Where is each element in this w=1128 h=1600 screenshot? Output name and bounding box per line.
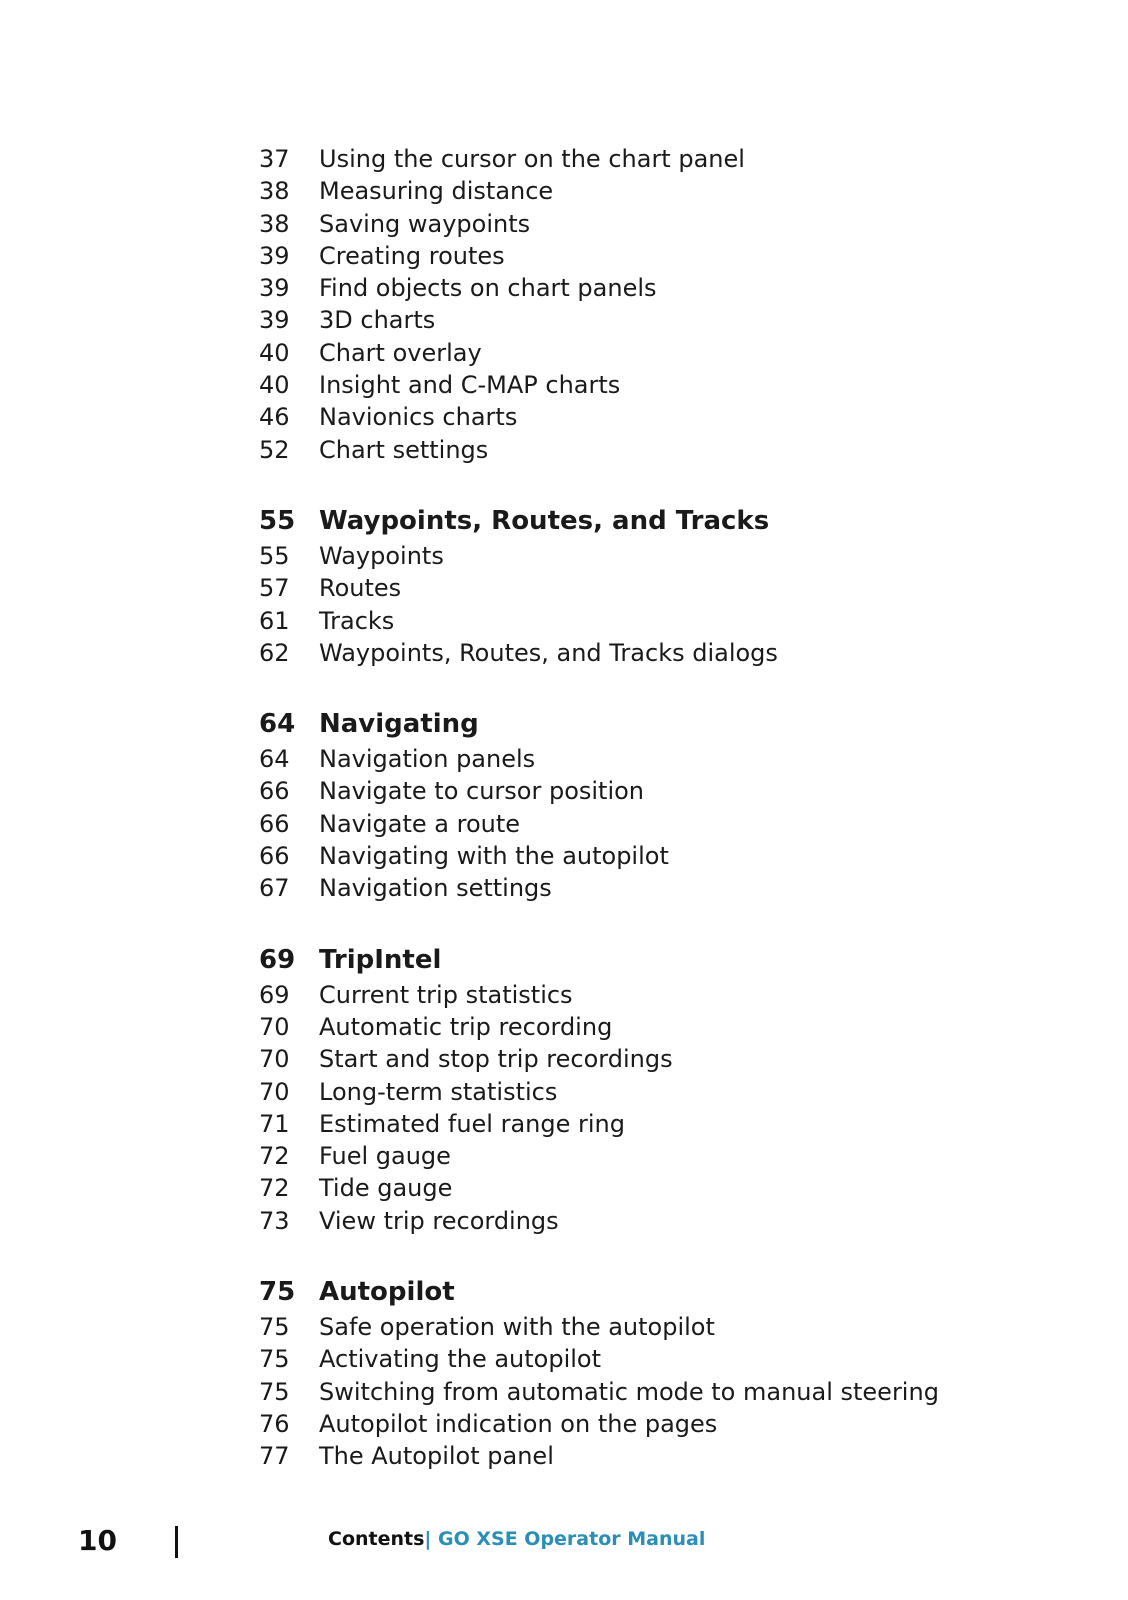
- section-page-number: 55: [259, 505, 296, 536]
- entry-title: Fuel gauge: [319, 1142, 451, 1171]
- toc-entry[interactable]: [259, 401, 1079, 433]
- entry-title: Navigate a route: [319, 809, 521, 838]
- entry-title: Navigation settings: [319, 874, 552, 903]
- entry-page-number: 70: [259, 1012, 290, 1041]
- entry-page-number: 67: [259, 874, 290, 903]
- toc-entry[interactable]: [259, 175, 1079, 207]
- entry-page-number: 39: [259, 274, 290, 303]
- entry-page-number: 75: [259, 1345, 290, 1374]
- page-number: 10: [78, 1524, 117, 1557]
- toc-entry[interactable]: [259, 272, 1079, 304]
- entry-title: Tracks: [319, 606, 395, 635]
- toc-entry[interactable]: [259, 808, 1079, 840]
- section-page-number: 64: [259, 709, 296, 740]
- toc-section: [259, 941, 1079, 1237]
- toc-entry[interactable]: [259, 1311, 1079, 1343]
- entry-title: Waypoints: [319, 541, 444, 570]
- toc-entry[interactable]: [259, 304, 1079, 336]
- toc-entry[interactable]: [259, 1408, 1079, 1440]
- toc-section-heading[interactable]: [259, 705, 1079, 743]
- toc-entry[interactable]: [259, 434, 1079, 466]
- toc-entry[interactable]: [259, 369, 1079, 401]
- entry-title: Measuring distance: [319, 177, 554, 206]
- entry-page-number: 39: [259, 306, 290, 335]
- entry-title: Activating the autopilot: [319, 1345, 602, 1374]
- toc-section: [259, 705, 1079, 904]
- entry-page-number: 72: [259, 1174, 290, 1203]
- entry-title: Estimated fuel range ring: [319, 1109, 625, 1138]
- toc-entry[interactable]: [259, 1043, 1079, 1075]
- entry-page-number: 73: [259, 1206, 290, 1235]
- entry-page-number: 69: [259, 980, 290, 1009]
- entry-page-number: 61: [259, 606, 290, 635]
- entry-title: Tide gauge: [319, 1174, 453, 1203]
- entry-page-number: 55: [259, 541, 290, 570]
- toc-entry[interactable]: [259, 1011, 1079, 1043]
- toc-entry[interactable]: [259, 979, 1079, 1011]
- toc-entry[interactable]: [259, 1343, 1079, 1375]
- toc-entry[interactable]: [259, 775, 1079, 807]
- entry-title: Waypoints, Routes, and Tracks dialogs: [319, 638, 778, 667]
- entry-title: Long-term statistics: [319, 1077, 558, 1106]
- toc-section: [259, 502, 1079, 669]
- entry-page-number: 46: [259, 403, 290, 432]
- entry-title: Insight and C-MAP charts: [319, 371, 621, 400]
- toc-entry[interactable]: [259, 208, 1079, 240]
- footer-separator: |: [424, 1528, 432, 1550]
- entry-page-number: 77: [259, 1442, 290, 1471]
- entry-title: Navigate to cursor position: [319, 777, 645, 806]
- entry-page-number: 64: [259, 745, 290, 774]
- entry-title: Navionics charts: [319, 403, 518, 432]
- toc-entry[interactable]: [259, 872, 1079, 904]
- section-title: Autopilot: [319, 1277, 455, 1308]
- entry-page-number: 71: [259, 1109, 290, 1138]
- toc-entry[interactable]: [259, 572, 1079, 604]
- entry-title: Safe operation with the autopilot: [319, 1313, 715, 1342]
- toc-entry[interactable]: [259, 540, 1079, 572]
- toc-leading-group: [259, 143, 1079, 466]
- section-title: Navigating: [319, 709, 479, 740]
- entry-page-number: 66: [259, 777, 290, 806]
- entry-title: Current trip statistics: [319, 980, 573, 1009]
- entry-title: Creating routes: [319, 241, 505, 270]
- entry-page-number: 57: [259, 574, 290, 603]
- toc-entry[interactable]: [259, 1205, 1079, 1237]
- entry-title: Using the cursor on the chart panel: [319, 145, 745, 173]
- entry-page-number: 66: [259, 809, 290, 838]
- entry-title: Chart overlay: [319, 338, 482, 367]
- entry-page-number: 40: [259, 371, 290, 400]
- entry-page-number: 75: [259, 1377, 290, 1406]
- entry-page-number: 75: [259, 1313, 290, 1342]
- entry-title: Navigation panels: [319, 745, 536, 774]
- entry-page-number: 40: [259, 338, 290, 367]
- toc-entry[interactable]: [259, 143, 1079, 175]
- toc-entry[interactable]: [259, 743, 1079, 775]
- entry-title: The Autopilot panel: [319, 1442, 554, 1471]
- toc-entry[interactable]: [259, 637, 1079, 669]
- toc-entry[interactable]: [259, 840, 1079, 872]
- entry-title: Switching from automatic mode to manual steering: [319, 1377, 939, 1406]
- section-title: TripIntel: [319, 944, 442, 975]
- footer-divider: [175, 1526, 178, 1558]
- entry-page-number: 70: [259, 1045, 290, 1074]
- section-page-number: 75: [259, 1277, 296, 1308]
- toc-entry[interactable]: [259, 1140, 1079, 1172]
- entry-page-number: 62: [259, 638, 290, 667]
- toc-entry[interactable]: [259, 337, 1079, 369]
- entry-page-number: 72: [259, 1142, 290, 1171]
- section-page-number: 69: [259, 944, 296, 975]
- entry-title: Navigating with the autopilot: [319, 842, 669, 871]
- table-of-contents: [259, 143, 1079, 1473]
- entry-page-number: 70: [259, 1077, 290, 1106]
- toc-entry[interactable]: [259, 240, 1079, 272]
- entry-title: Chart settings: [319, 435, 489, 464]
- toc-section: [259, 1273, 1079, 1472]
- footer-manual-title: GO XSE Operator Manual: [438, 1528, 706, 1550]
- toc-section-heading[interactable]: [259, 1273, 1079, 1311]
- entry-title: View trip recordings: [319, 1206, 559, 1235]
- entry-page-number: 52: [259, 435, 290, 464]
- running-footer: [328, 1528, 705, 1550]
- entry-title: Automatic trip recording: [319, 1012, 613, 1041]
- entry-page-number: 39: [259, 241, 290, 270]
- toc-entry[interactable]: [259, 605, 1079, 637]
- toc-section-heading[interactable]: [259, 502, 1079, 540]
- entry-page-number: 76: [259, 1409, 290, 1438]
- toc-entry[interactable]: [259, 1076, 1079, 1108]
- entry-title: Saving waypoints: [319, 209, 531, 238]
- toc-entry[interactable]: [259, 1440, 1079, 1472]
- entry-title: Find objects on chart panels: [319, 274, 657, 303]
- toc-entry[interactable]: [259, 1376, 1079, 1408]
- entry-title: Autopilot indication on the pages: [319, 1409, 718, 1438]
- entry-page-number: 38: [259, 177, 290, 206]
- toc-entry[interactable]: [259, 1108, 1079, 1140]
- entry-title: Routes: [319, 574, 402, 603]
- toc-entry[interactable]: [259, 1172, 1079, 1204]
- entry-page-number: 66: [259, 842, 290, 871]
- entry-page-number: 38: [259, 209, 290, 238]
- footer-contents-label: Contents: [328, 1528, 425, 1550]
- entry-title: Start and stop trip recordings: [319, 1045, 673, 1074]
- toc-section-heading[interactable]: [259, 941, 1079, 979]
- entry-page-number: 37: [259, 145, 290, 173]
- entry-title: 3D charts: [319, 306, 436, 335]
- section-title: Waypoints, Routes, and Tracks: [319, 505, 770, 536]
